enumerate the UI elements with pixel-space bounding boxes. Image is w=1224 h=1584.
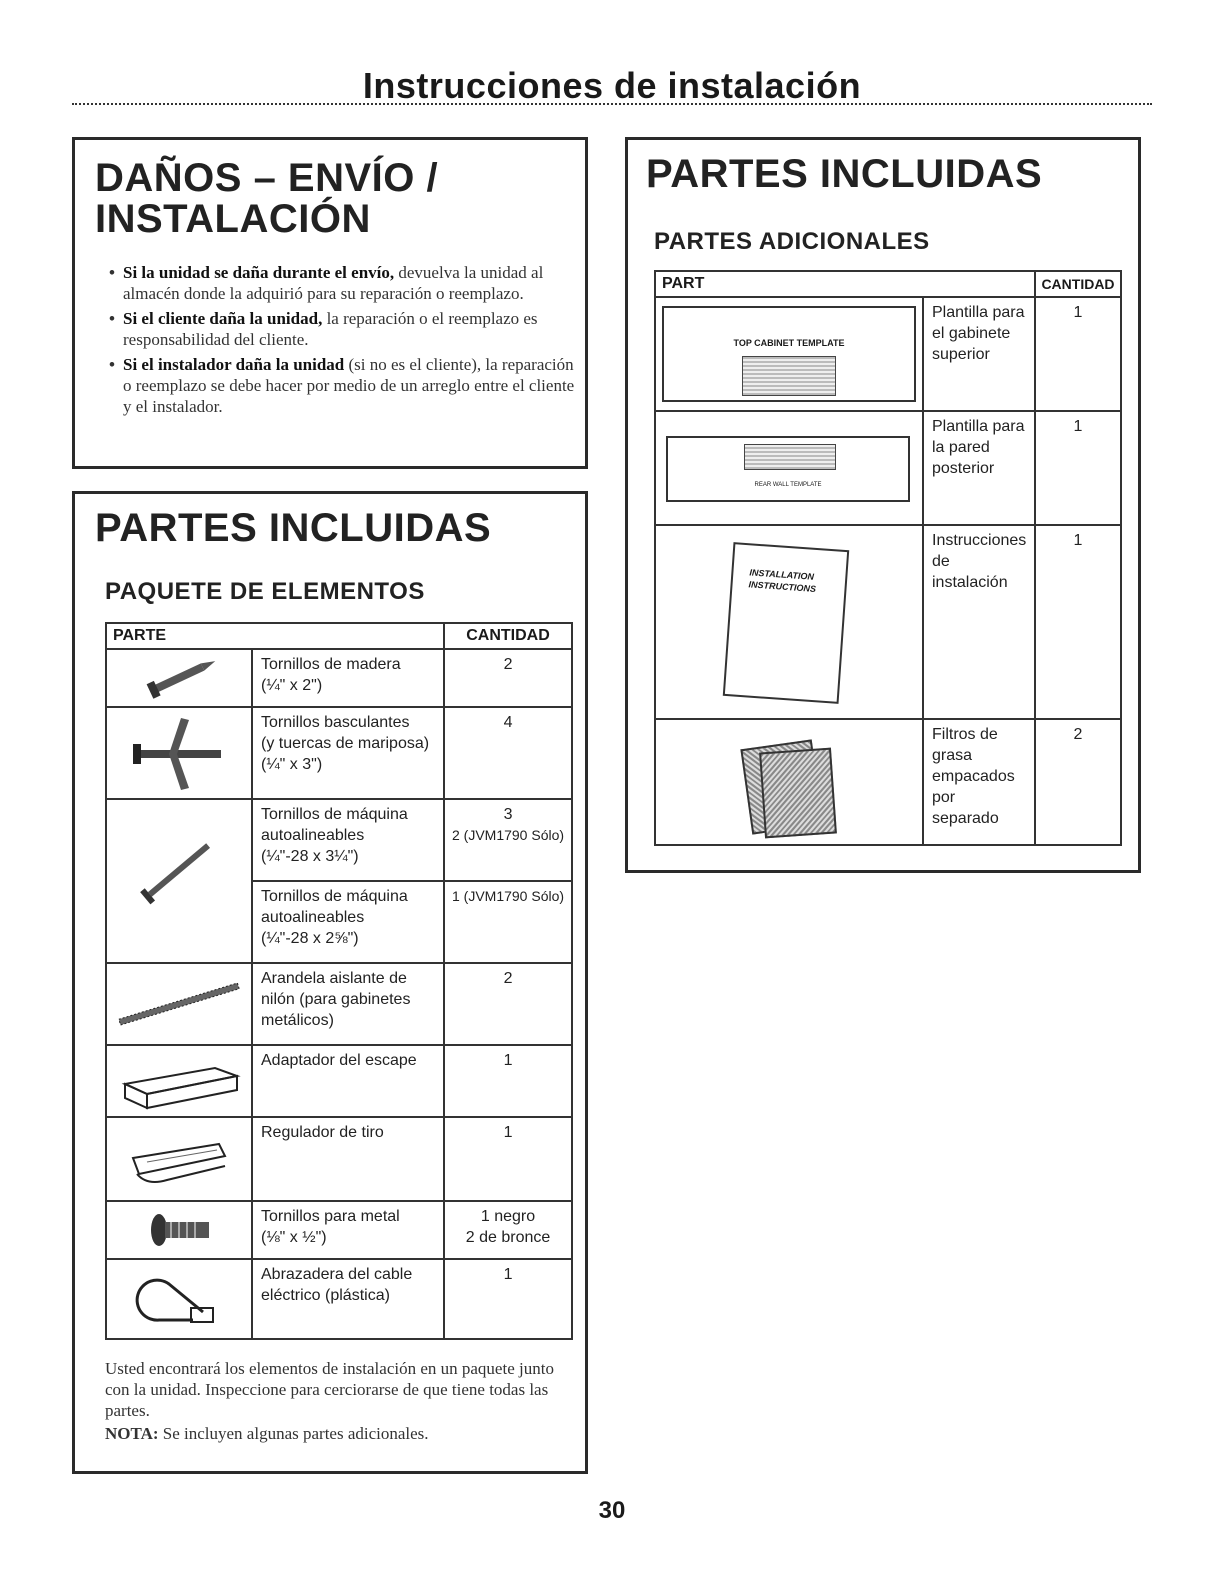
additional-row-qty: 1 <box>1035 297 1121 411</box>
parts-row-qty: 3 2 (JVM1790 Sólo) <box>444 799 572 881</box>
manual-label-2: INSTRUCTIONS <box>748 579 817 594</box>
parts-row-desc: Adaptador del escape <box>252 1045 444 1117</box>
parts-row-qty: 4 <box>444 707 572 799</box>
rear-wall-template-icon <box>655 411 923 525</box>
metal-screw-icon <box>106 1201 252 1259</box>
parts-title: PARTES INCLUIDAS <box>95 506 492 550</box>
table-row <box>106 799 572 881</box>
parts-footer-text: Usted encontrará los elementos de instalación en un paquete junto con la unidad. Inspeccione para cerciorarse de que tiene todas las partes. <box>105 1359 554 1420</box>
table-row <box>655 297 1121 411</box>
parts-row-qty: 1 <box>444 1117 572 1201</box>
installation-instructions-icon <box>655 525 923 719</box>
parts-note: NOTA: Se incluyen algunas partes adicionales. <box>105 1424 429 1443</box>
additional-row-desc: Plantilla para la pared posterior <box>923 411 1035 525</box>
damper-icon <box>106 1117 252 1201</box>
parts-row-qty: 1 negro 2 de bronce <box>444 1201 572 1259</box>
damage-title-line-1: DAÑOS – ENVÍO / <box>95 156 439 200</box>
parts-row-desc: Regulador de tiro <box>252 1117 444 1201</box>
additional-row-desc: Filtros de grasa empacados por separado <box>923 719 1035 845</box>
parts-row-qty: 2 <box>444 963 572 1045</box>
additional-row-desc: Plantilla para el gabinete superior <box>923 297 1035 411</box>
parts-row-qty: 1 <box>444 1045 572 1117</box>
table-row <box>106 649 572 707</box>
parts-row-desc: Tornillos de madera (¼" x 2") <box>252 649 444 707</box>
rear-template-label: REAR WALL TEMPLATE <box>754 482 822 488</box>
additional-row-qty: 1 <box>1035 525 1121 719</box>
cable-clamp-icon <box>106 1259 252 1339</box>
parts-table <box>105 622 573 1340</box>
damage-bullet-list <box>109 262 579 421</box>
parts-col-qty: CANTIDAD <box>444 623 572 649</box>
parts-row-qty: 1 <box>444 1259 572 1339</box>
table-row <box>655 411 1121 525</box>
nylon-grommet-icon <box>106 963 252 1045</box>
table-row <box>106 1201 572 1259</box>
parts-row-qty: 2 <box>444 649 572 707</box>
additional-parts-table <box>654 270 1122 846</box>
parts-col-part: PARTE <box>106 623 444 649</box>
table-row <box>106 1117 572 1201</box>
table-row <box>106 1045 572 1117</box>
additional-col-part: PART <box>655 271 1035 297</box>
additional-title: PARTES INCLUIDAS <box>646 152 1043 196</box>
parts-row-desc: Tornillos de máquina autoalineables (¼"-28 x 2⅝") <box>252 881 444 963</box>
additional-row-qty: 1 <box>1035 411 1121 525</box>
damage-title-line-2: INSTALACIÓN <box>95 196 371 241</box>
manual-label-1: INSTALLATION <box>749 567 815 582</box>
parts-row-qty: 1 (JVM1790 Sólo) <box>444 881 572 963</box>
damage-bullet: • Si la unidad se daña durante el envío, devuelva la unidad al almacén donde la adquirió para su reparación o reemplazo. <box>109 262 579 304</box>
table-row <box>106 707 572 799</box>
page-title: Instrucciones de instalación <box>362 65 862 106</box>
parts-row-desc: Tornillos basculantes (y tuercas de mariposa) (¼" x 3") <box>252 707 444 799</box>
page-number: 30 <box>598 1497 626 1524</box>
table-row <box>655 525 1121 719</box>
table-row <box>106 963 572 1045</box>
additional-row-desc: Instrucciones de instalación <box>923 525 1035 719</box>
additional-subtitle: PARTES ADICIONALES <box>654 228 930 255</box>
damage-bullet: • Si el instalador daña la unidad (si no es el cliente), la reparación o reemplazo se debe hacer por medio de un arreglo entre el cliente y el instalador. <box>109 354 579 417</box>
table-row <box>106 1259 572 1339</box>
toggle-bolt-icon <box>106 707 252 799</box>
parts-row-desc: Tornillos de máquina autoalineables (¼"-28 x 3¼") <box>252 799 444 881</box>
exhaust-adaptor-icon <box>106 1045 252 1117</box>
parts-subtitle: PAQUETE DE ELEMENTOS <box>105 578 425 605</box>
top-template-label: TOP CABINET TEMPLATE <box>733 338 845 348</box>
top-cabinet-template-icon <box>655 297 923 411</box>
parts-row-desc: Arandela aislante de nilón (para gabinetes metálicos) <box>252 963 444 1045</box>
parts-row-desc: Abrazadera del cable eléctrico (plástica) <box>252 1259 444 1339</box>
additional-parts-box <box>625 137 1141 873</box>
additional-col-qty: CANTIDAD <box>1035 271 1121 297</box>
machine-screw-icon <box>106 799 252 963</box>
table-row <box>655 719 1121 845</box>
damage-box <box>72 137 588 469</box>
parts-box <box>72 491 588 1474</box>
additional-row-qty: 2 <box>1035 719 1121 845</box>
damage-bullet: • Si el cliente daña la unidad, la reparación o el reemplazo es responsabilidad del cliente. <box>109 308 579 350</box>
parts-row-desc: Tornillos para metal (⅛" x ½") <box>252 1201 444 1259</box>
title-rule <box>72 103 1152 105</box>
grease-filters-icon <box>655 719 923 845</box>
wood-screw-icon <box>106 649 252 707</box>
